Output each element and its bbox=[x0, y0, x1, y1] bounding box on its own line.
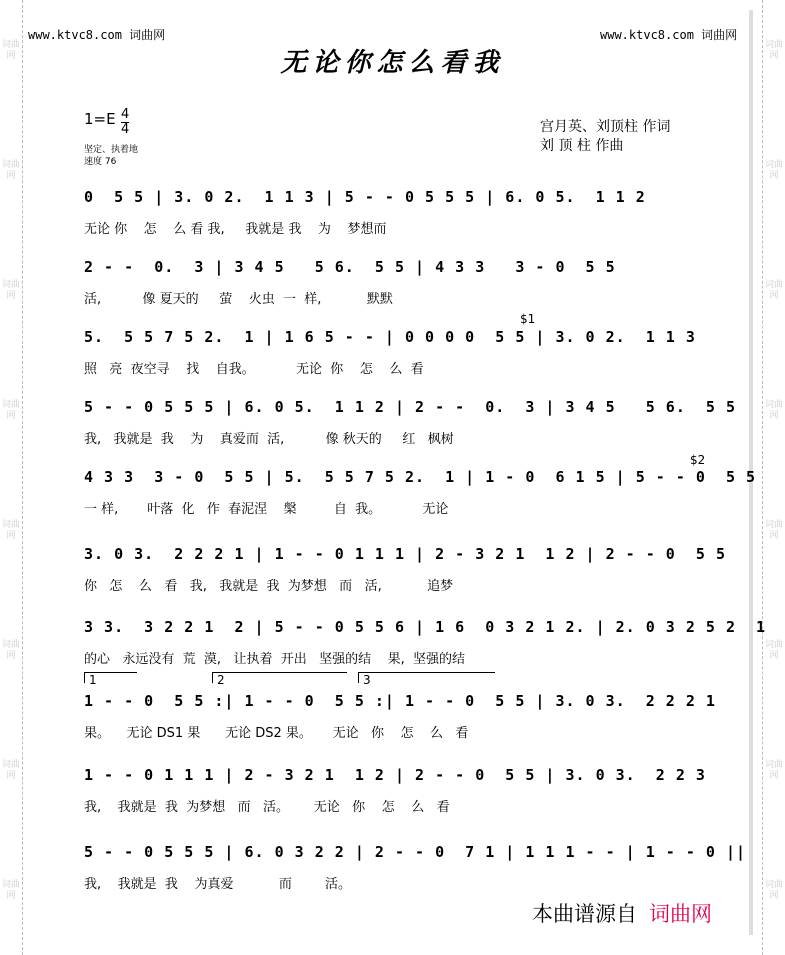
credits bbox=[540, 118, 670, 156]
time-numerator: 4 bbox=[121, 107, 130, 122]
watermark: 词曲网 bbox=[765, 280, 784, 301]
footer-text: 本曲谱源自 bbox=[532, 902, 637, 926]
lyric-row: 的心 永远没有 荒 漠, 让执着 开出 坚强的结 果, 坚强的结 bbox=[84, 652, 466, 667]
time-denominator: 4 bbox=[121, 122, 130, 137]
left-watermark-strip bbox=[0, 0, 23, 955]
watermark: 词曲网 bbox=[765, 400, 784, 421]
lyric-row: 照 亮 夜空寻 找 自我。 无论 你 怎 么 看 bbox=[84, 362, 424, 377]
key-signature: 1=E bbox=[84, 110, 116, 128]
lyricist-credit: 宫月英、刘顶柱 作词 bbox=[540, 119, 671, 135]
watermark: 词曲网 bbox=[2, 880, 21, 901]
watermark: 词曲网 bbox=[765, 880, 784, 901]
watermark: 词曲网 bbox=[2, 40, 21, 61]
lyric-row: 我, 我就是 我 为真爱 而 活。 bbox=[84, 877, 351, 892]
composer-credit: 刘 顶 柱 作曲 bbox=[540, 138, 624, 154]
volta-bracket: 1 bbox=[84, 672, 137, 683]
lyric-row: 我, 我就是 我 为梦想 而 活。 无论 你 怎 么 看 bbox=[84, 800, 450, 815]
footer bbox=[532, 898, 712, 928]
watermark: 词曲网 bbox=[2, 400, 21, 421]
notation-row: 5 - - 0 5 5 5 | 6. 0 5. 1 1 2 | 2 - - 0. 3 | 3 4 5 5 6. 5 5 bbox=[84, 398, 736, 416]
notation-row: 2 - - 0. 3 | 3 4 5 5 6. 5 5 | 4 3 3 3 - 0 5 5 bbox=[84, 258, 616, 276]
watermark: 词曲网 bbox=[2, 160, 21, 181]
watermark: 词曲网 bbox=[2, 760, 21, 781]
watermark: 词曲网 bbox=[765, 520, 784, 541]
watermark: 词曲网 bbox=[2, 520, 21, 541]
watermark: 词曲网 bbox=[2, 640, 21, 661]
notation-row: 4 3 3 3 - 0 5 5 | 5. 5 5 7 5 2. 1 | 1 - 0 6 1 5 | 5 - - 0 5 5 bbox=[84, 468, 757, 486]
watermark: 词曲网 bbox=[765, 640, 784, 661]
time-signature bbox=[121, 108, 129, 137]
volta-bracket: 3 bbox=[358, 672, 495, 683]
notation-row: 5 - - 0 5 5 5 | 6. 0 3 2 2 | 2 - - 0 7 1 | 1 1 1 - - | 1 - - 0 || bbox=[84, 843, 747, 861]
song-title: 无论你怎么看我 bbox=[280, 48, 505, 78]
segno-sign: $1 bbox=[520, 312, 536, 326]
notation-row: 1 - - 0 1 1 1 | 2 - 3 2 1 1 2 | 2 - - 0 5 5 | 3. 0 3. 2 2 3 bbox=[84, 766, 706, 784]
lyric-row: 一 样, 叶落 化 作 春泥涅 槃 自 我。 无论 bbox=[84, 502, 449, 517]
watermark: 词曲网 bbox=[765, 40, 784, 61]
notation-row: 3 3. 3 2 2 1 2 | 5 - - 0 5 5 6 | 1 6 0 3 2 1 2. | 2. 0 3 2 5 2 1 bbox=[84, 618, 767, 636]
site-url-right: www.ktvc8.com 词曲网 bbox=[600, 28, 738, 42]
expression-mark: 坚定、执着地 bbox=[84, 145, 139, 155]
watermark: 词曲网 bbox=[765, 160, 784, 181]
volta-bracket: 2 bbox=[212, 672, 347, 683]
lyric-row: 果。 无论 DS1 果 无论 DS2 果。 无论 你 怎 么 看 bbox=[84, 726, 469, 741]
watermark: 词曲网 bbox=[765, 760, 784, 781]
lyric-row: 活, 像 夏天的 萤 火虫 一 样, 默默 bbox=[84, 292, 393, 307]
site-url-left: www.ktvc8.com 词曲网 bbox=[28, 28, 166, 42]
tempo-mark: 速度 76 bbox=[84, 157, 117, 167]
notation-row: 3. 0 3. 2 2 2 1 | 1 - - 0 1 1 1 | 2 - 3 2 1 1 2 | 2 - - 0 5 5 bbox=[84, 545, 726, 563]
lyric-row: 我, 我就是 我 为 真爱而 活, 像 秋天的 红 枫树 bbox=[84, 432, 454, 447]
footer-brand: 词曲网 bbox=[649, 902, 712, 926]
notation-row: 5. 5 5 7 5 2. 1 | 1 6 5 - - | 0 0 0 0 5 5 | 3. 0 2. 1 1 3 bbox=[84, 328, 696, 346]
lyric-row: 你 怎 么 看 我, 我就是 我 为梦想 而 活, 追梦 bbox=[84, 579, 454, 594]
watermark: 词曲网 bbox=[2, 280, 21, 301]
right-watermark-strip bbox=[762, 0, 785, 955]
notation-row: 1 - - 0 5 5 :| 1 - - 0 5 5 :| 1 - - 0 5 5 | 3. 0 3. 2 2 2 1 bbox=[84, 692, 716, 710]
notation-row: 0 5 5 | 3. 0 2. 1 1 3 | 5 - - 0 5 5 5 | 6. 0 5. 1 1 2 bbox=[84, 188, 646, 206]
segno-sign: $2 bbox=[690, 453, 706, 467]
lyric-row: 无论 你 怎 么 看 我, 我就是 我 为 梦想而 bbox=[84, 222, 387, 237]
